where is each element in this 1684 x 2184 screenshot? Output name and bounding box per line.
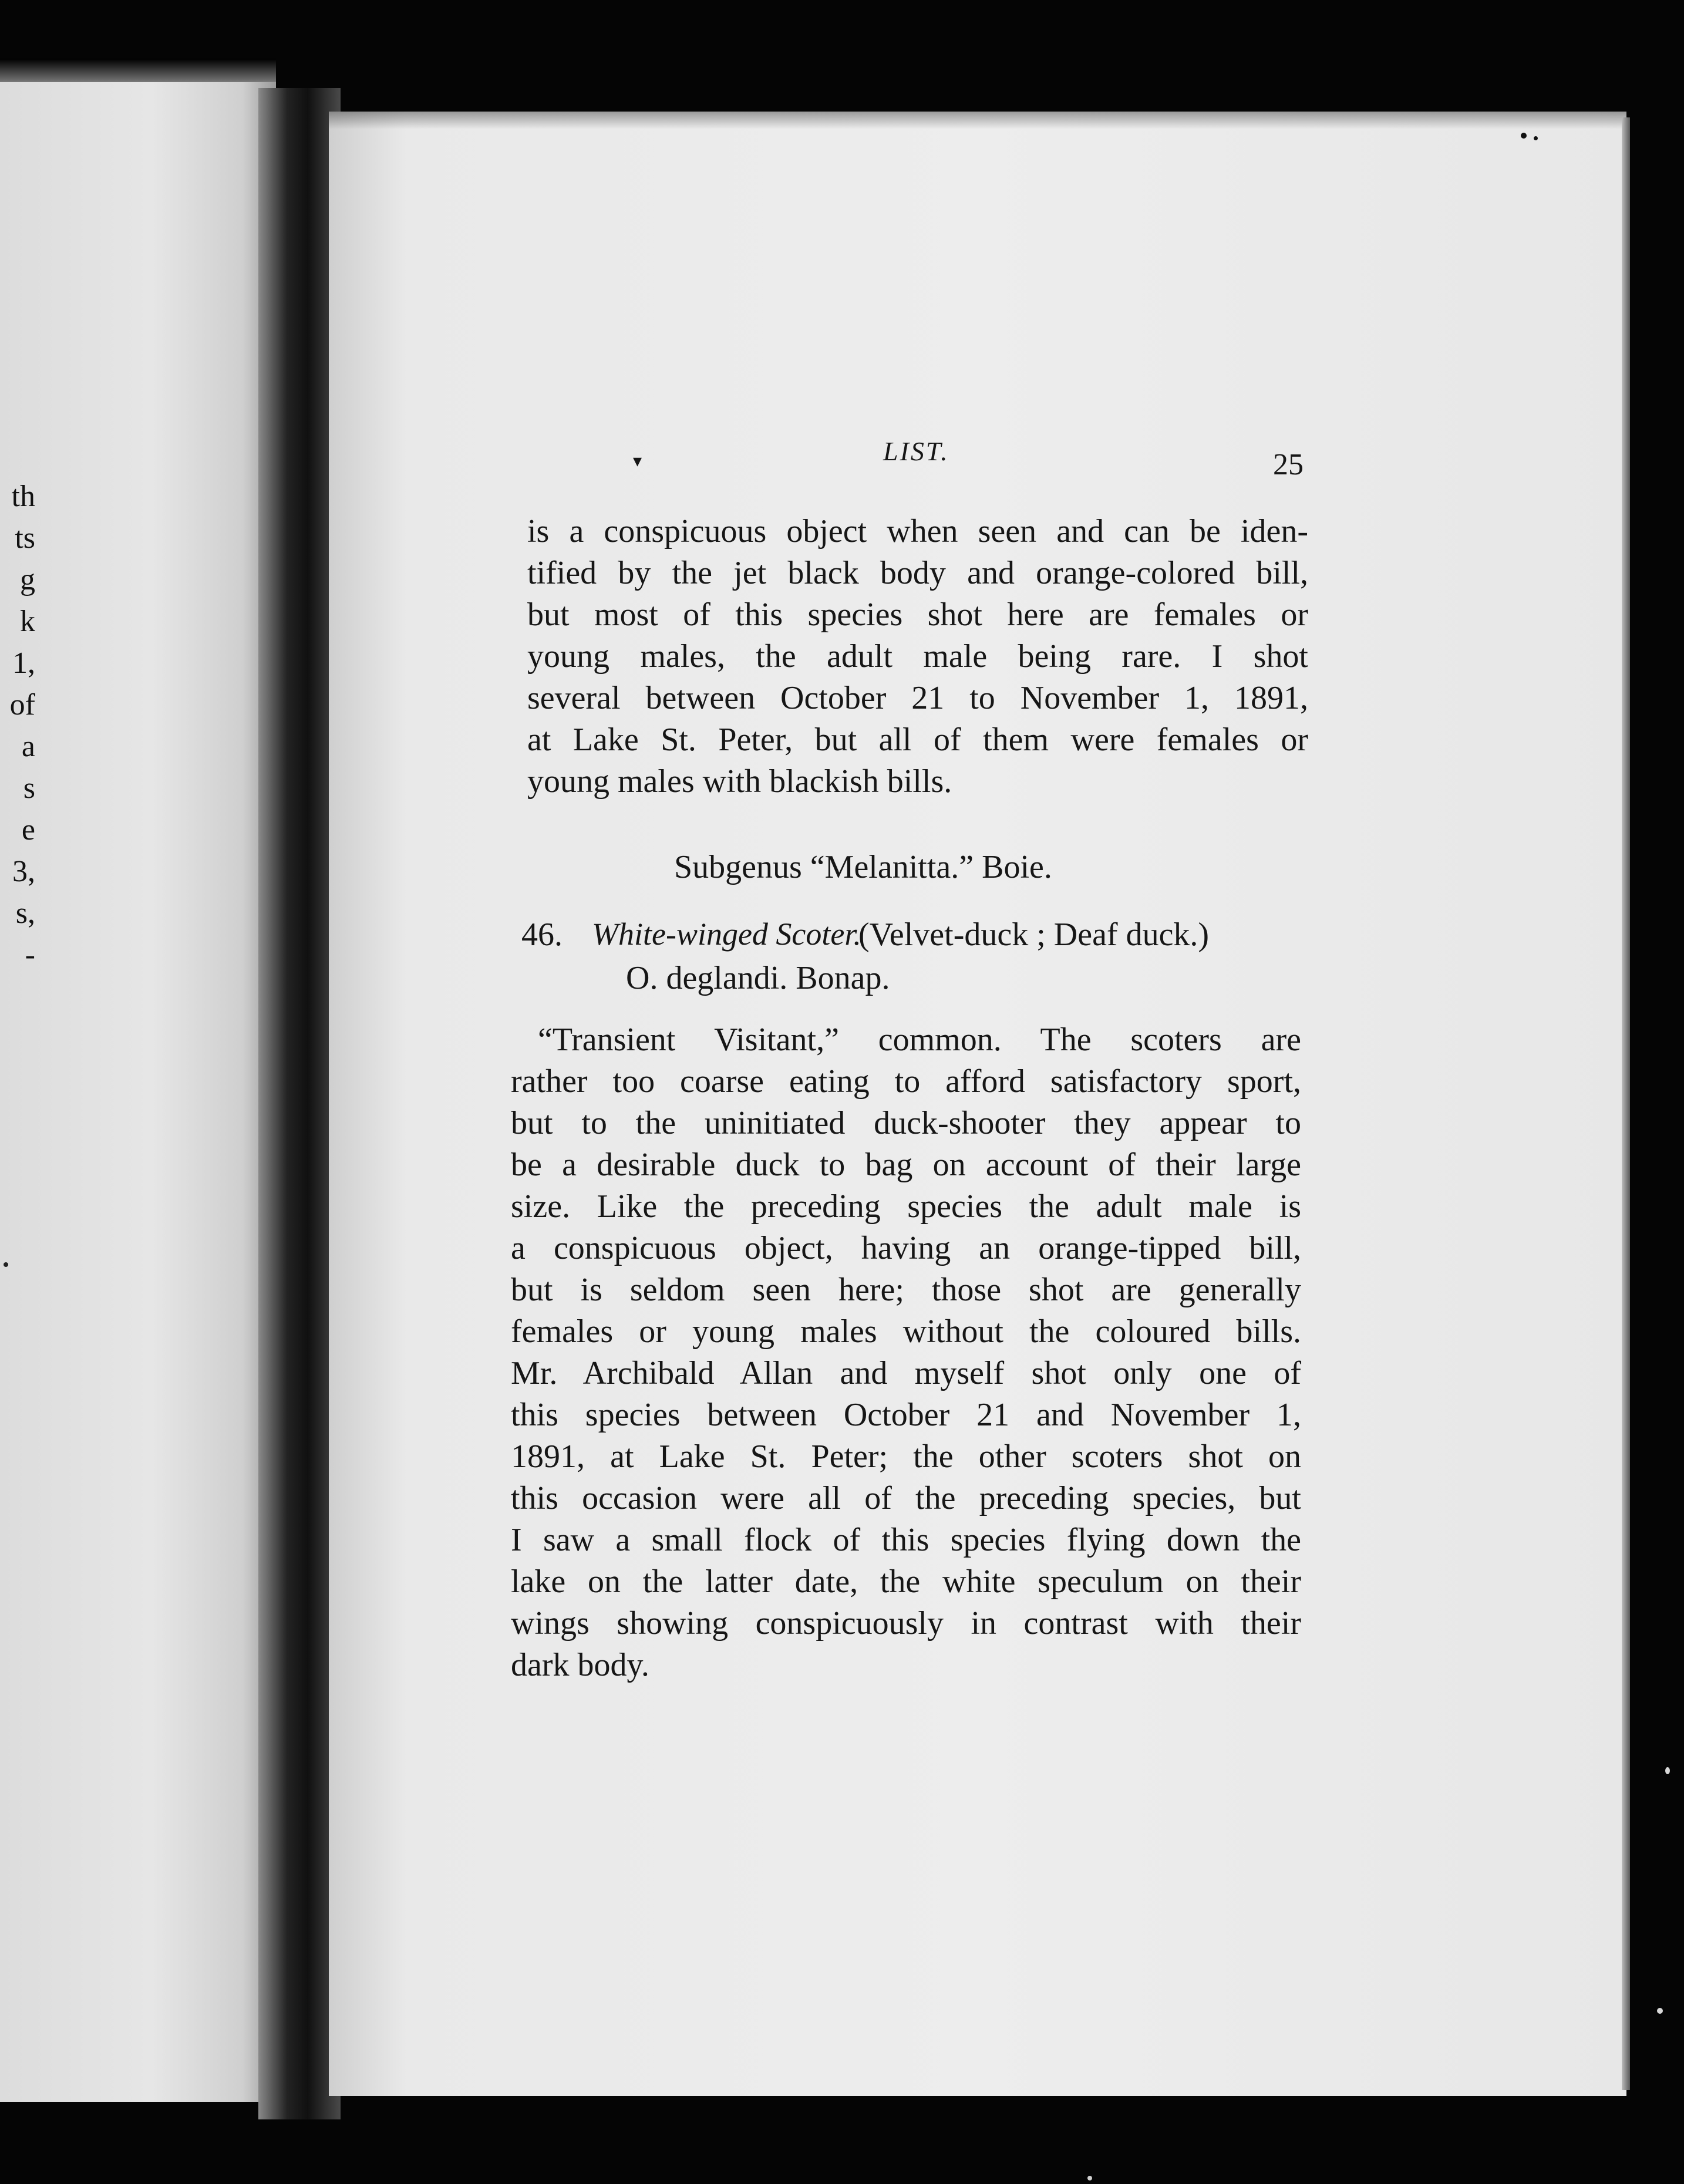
printer-mark: ▾: [633, 451, 642, 471]
species-latin-name: O. deglandi. Bonap.: [626, 960, 890, 996]
text-line: is a conspicuous object when seen and can be iden-: [527, 513, 1308, 550]
left-fragment: -: [25, 938, 35, 972]
ink-speck: [1087, 2176, 1092, 2180]
left-fragment: s: [23, 771, 35, 805]
left-fragment: e: [21, 813, 35, 847]
text-line: a conspicuous object, having an orange-tipped bill,: [511, 1230, 1301, 1266]
left-facing-page: [0, 82, 276, 2102]
book-gutter-shadow: [258, 88, 341, 2119]
text-line: but most of this species shot here are females or: [527, 596, 1308, 633]
left-fragment: s,: [15, 896, 35, 930]
text-line: be a desirable duck to bag on account of their large: [511, 1147, 1301, 1183]
page-top-shadow: [329, 112, 1626, 129]
text-line: Mr. Archibald Allan and myself shot only one of: [511, 1355, 1301, 1391]
left-page-text-fragments: [0, 476, 35, 976]
ink-speck: [1657, 2008, 1663, 2014]
text-line: size. Like the preceding species the adult male is: [511, 1188, 1301, 1225]
text-line: I saw a small flock of this species flying down the: [511, 1522, 1301, 1558]
text-line: dark body.: [511, 1647, 649, 1683]
text-line: rather too coarse eating to afford satisfactory sport,: [511, 1063, 1301, 1100]
text-line: several between October 21 to November 1, 1891,: [527, 680, 1308, 716]
text-line: “Transient Visitant,” common. The scoters are: [538, 1022, 1301, 1058]
left-fragment: ts: [15, 521, 35, 555]
text-line: tified by the jet black body and orange-colored bill,: [527, 555, 1308, 591]
text-line: wings showing conspicuously in contrast with their: [511, 1605, 1301, 1642]
ink-speck: [1534, 136, 1538, 140]
left-fragment: 3,: [12, 855, 35, 888]
text-line: this occasion were all of the preceding species, but: [511, 1480, 1301, 1516]
page-right-edge: [1622, 117, 1630, 2090]
species-synonyms: (Velvet-duck ; Deaf duck.): [858, 916, 1210, 953]
species-number: 46.: [521, 916, 563, 953]
text-line: but is seldom seen here; those shot are generally: [511, 1272, 1301, 1308]
running-head: LIST.: [883, 436, 949, 466]
left-fragment: 1,: [12, 646, 35, 680]
left-fragment: of: [9, 688, 35, 722]
text-line: young males, the adult male being rare. I shot: [527, 638, 1308, 675]
text-line: this species between October 21 and November 1,: [511, 1397, 1301, 1433]
text-line: at Lake St. Peter, but all of them were females or: [527, 722, 1308, 758]
species-account-paragraph: [511, 1019, 1301, 1686]
text-line: 1891, at Lake St. Peter; the other scoters shot on: [511, 1438, 1301, 1475]
ink-speck: [4, 1262, 8, 1267]
species-common-name: White-winged Scoter.: [592, 916, 861, 952]
left-fragment: a: [21, 730, 35, 763]
left-fragment: k: [20, 605, 35, 638]
page-number: 25: [1273, 448, 1304, 481]
subgenus-heading: Subgenus “Melanitta.” Boie.: [674, 849, 1052, 885]
text-line: but to the uninitiated duck-shooter they appear to: [511, 1105, 1301, 1141]
ink-speck: [1665, 1767, 1670, 1774]
text-line: young males with blackish bills.: [527, 763, 952, 800]
text-line: females or young males without the coloured bills.: [511, 1313, 1301, 1350]
ink-speck: [1521, 133, 1527, 139]
text-line: lake on the latter date, the white speculum on their: [511, 1563, 1301, 1600]
left-fragment: th: [11, 480, 35, 513]
paragraph-continued: [527, 511, 1308, 803]
left-fragment: g: [20, 563, 35, 596]
